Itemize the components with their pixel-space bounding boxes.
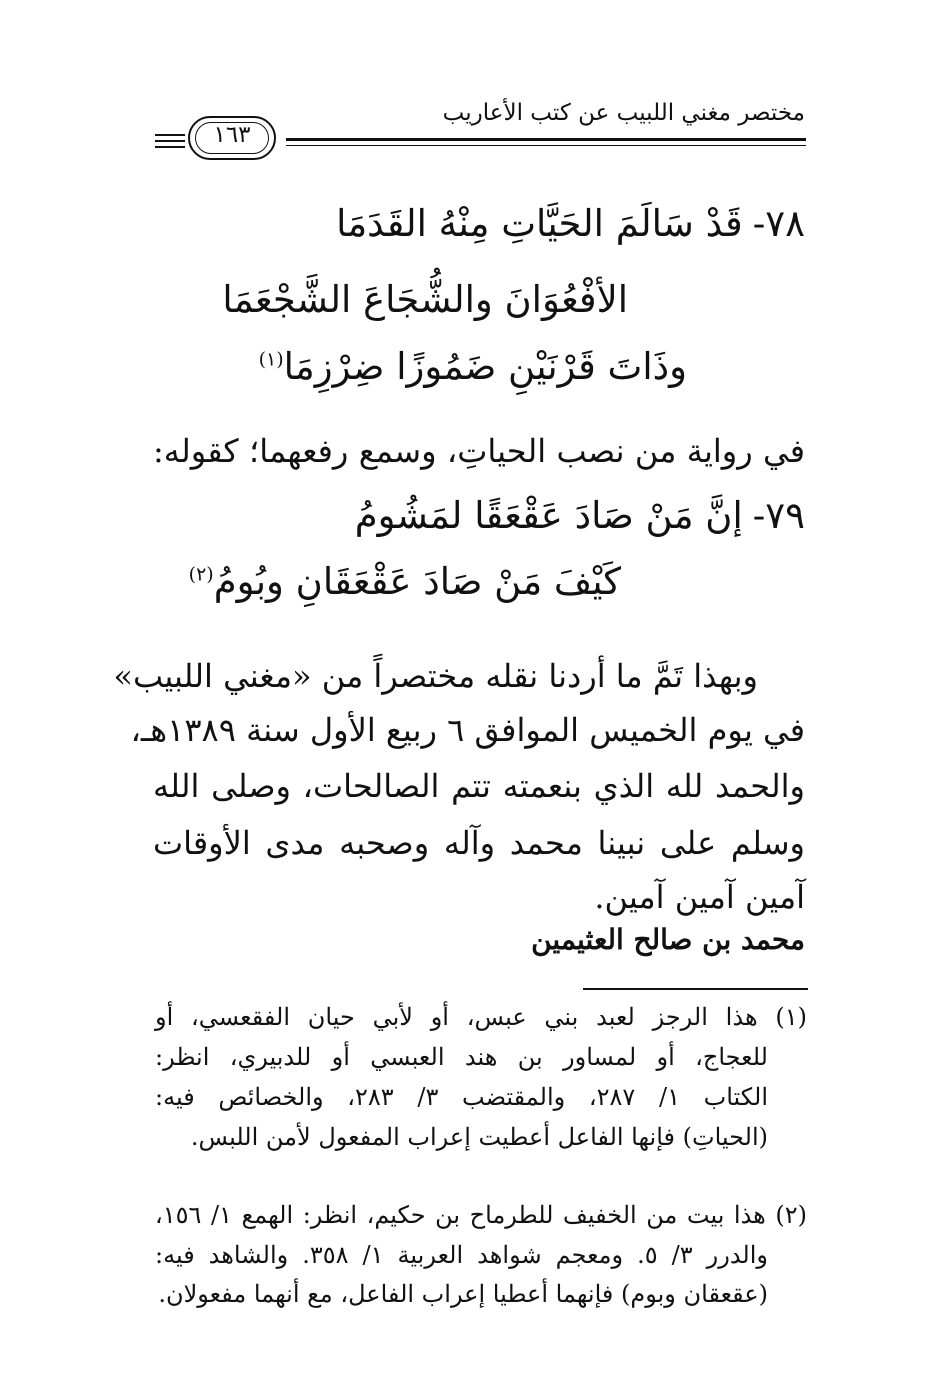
verse-78-line-2: الأفْعُوَانَ والشُّجَاعَ الشَّجْعَمَا <box>222 278 628 321</box>
closing-line-5: آمين آمين آمين. <box>594 878 805 916</box>
header-rule-left-2 <box>155 140 185 142</box>
verse-79-line-1 <box>355 494 805 537</box>
closing-line-4: وسلم على نبينا محمد وآله وصحبه مدى الأوقات <box>153 824 805 862</box>
closing-line-2: في يوم الخميس الموافق ٦ ربيع الأول سنة ١٣٨٩هـ، <box>130 711 805 749</box>
verse-text: وذَاتَ قَرْنَيْنِ ضَمُوزًا ضِرْزِمَا <box>283 345 687 388</box>
verse-78-line-1 <box>336 202 805 245</box>
footnote-2-line-3: (عقعقان وبوم) فإنهما أعطيا إعراب الفاعل، مع أنهما مفعولان. <box>158 1280 768 1308</box>
closing-line-3: والحمد لله الذي بنعمته تتم الصالحات، وصلى الله <box>153 767 805 805</box>
footnote-1-line-3: الكتاب ١/ ٢٨٧، والمقتضب ٣/ ٢٨٣، والخصائص فيه: <box>155 1083 769 1111</box>
footnote-ref-2[interactable]: (٢) <box>188 563 214 586</box>
verse-text: إنَّ مَنْ صَادَ عَقْعَقًا لمَشُومُ <box>354 494 743 537</box>
footnote-1-line-2: للعجاج، أو لمساور بن هند العبسي أو للدبيري، انظر: <box>155 1043 768 1071</box>
header-rule-left-3 <box>155 146 185 148</box>
header-rule-thick <box>286 138 806 141</box>
header-rule-thin <box>286 145 806 146</box>
closing-line-1: وبهذا تَمَّ ما أردنا نقله مختصراً من «مغني اللبيب» <box>113 657 758 695</box>
verse-78-line-3 <box>259 345 687 388</box>
footnote-separator <box>583 988 808 990</box>
footnote-2-line-1: (٢) هذا بيت من الخفيف للطرماح بن حكيم، انظر: الهمع ١/ ١٥٦، <box>155 1201 807 1229</box>
verse-number: ٧٨- <box>752 202 805 245</box>
verse-number: ٧٩- <box>752 494 805 537</box>
verse-text: كَيْفَ مَنْ صَادَ عَقْعَقَانِ وبُومُ <box>213 560 621 603</box>
verse-79-line-2 <box>189 560 621 603</box>
verse-text: قَدْ سَالَمَ الحَيَّاتِ مِنْهُ القَدَمَا <box>336 202 743 245</box>
footnote-2-line-2: والدرر ٣/ ٥. ومعجم شواهد العربية ١/ ٣٥٨. والشاهد فيه: <box>155 1241 769 1269</box>
header-rule-left-1 <box>155 134 185 136</box>
page-number-frame <box>188 116 276 160</box>
footnote-ref-1[interactable]: (١) <box>258 348 284 371</box>
footnote-1-line-4: (الحياتِ) فإنها الفاعل أعطيت إعراب المفعول لأمن اللبس. <box>190 1123 768 1151</box>
running-title: مختصر مغني اللبيب عن كتب الأعاريب <box>442 100 805 126</box>
author-name: محمد بن صالح العثيمين <box>531 923 805 956</box>
page-number: ١٦٣ <box>213 122 251 148</box>
footnote-1-line-1: (١) هذا الرجز لعبد بني عبس، أو لأبي حيان الفقعسي، أو <box>155 1003 807 1031</box>
commentary-line: في رواية من نصب الحياتِ، وسمع رفعهما؛ كقوله: <box>153 432 805 470</box>
